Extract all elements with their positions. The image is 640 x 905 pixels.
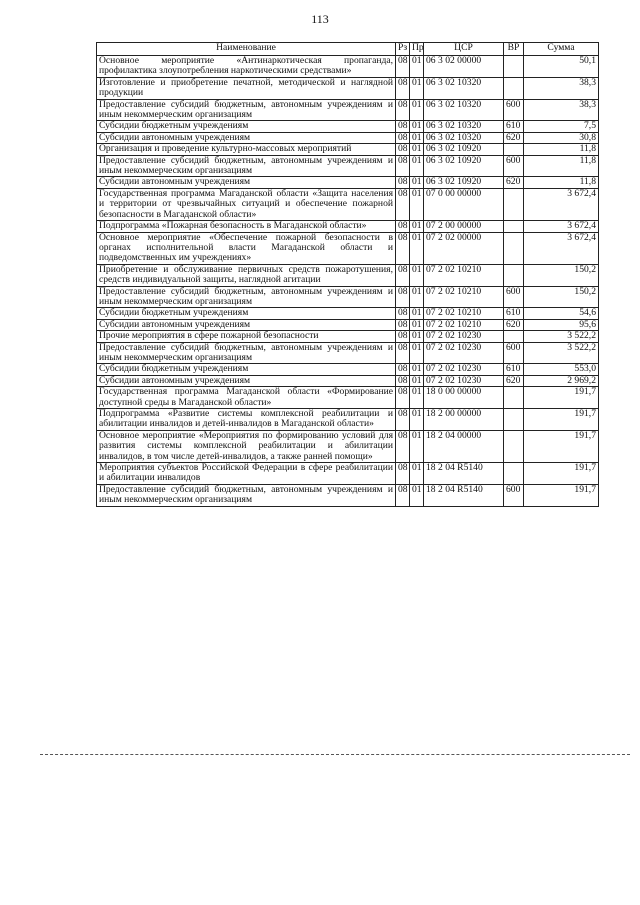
cell-rz: 08 xyxy=(396,463,410,485)
cell-vr xyxy=(504,430,524,462)
cell-vr xyxy=(504,188,524,220)
cell-name: Субсидии автономным учреждениям xyxy=(97,177,396,188)
cell-sum: 11,8 xyxy=(524,177,599,188)
cell-rz: 08 xyxy=(396,121,410,132)
table-row xyxy=(97,188,599,220)
header-csr: ЦСР xyxy=(424,43,504,56)
cell-csr: 06 3 02 10320 xyxy=(424,77,504,99)
cell-sum: 38,3 xyxy=(524,77,599,99)
table-row xyxy=(97,430,599,462)
cell-csr: 06 3 02 10320 xyxy=(424,99,504,121)
cell-sum: 11,8 xyxy=(524,155,599,177)
cell-sum: 191,7 xyxy=(524,387,599,409)
cell-pr: 01 xyxy=(410,188,424,220)
table-row xyxy=(97,308,599,319)
cell-name: Подпрограмма «Пожарная безопасность в Магаданской области» xyxy=(97,221,396,232)
table-row xyxy=(97,264,599,286)
cell-name: Предоставление субсидий бюджетным, автономным учреждениям и иным некоммерческим организациям xyxy=(97,484,396,506)
cell-csr: 18 2 00 00000 xyxy=(424,409,504,431)
cell-sum: 11,8 xyxy=(524,144,599,155)
cell-rz: 08 xyxy=(396,342,410,364)
cell-rz: 08 xyxy=(396,188,410,220)
cell-rz: 08 xyxy=(396,232,410,264)
cell-sum: 3 522,2 xyxy=(524,342,599,364)
cell-sum: 3 672,4 xyxy=(524,221,599,232)
cell-rz: 08 xyxy=(396,221,410,232)
cell-sum: 553,0 xyxy=(524,364,599,375)
cell-rz: 08 xyxy=(396,319,410,330)
cell-csr: 07 2 02 10230 xyxy=(424,375,504,386)
cell-sum: 191,7 xyxy=(524,463,599,485)
cell-name: Субсидии бюджетным учреждениям xyxy=(97,364,396,375)
cell-rz: 08 xyxy=(396,144,410,155)
cell-csr: 07 2 02 10210 xyxy=(424,264,504,286)
cell-csr: 07 2 02 10230 xyxy=(424,364,504,375)
cell-pr: 01 xyxy=(410,221,424,232)
cell-vr xyxy=(504,409,524,431)
cell-csr: 18 2 04 R5140 xyxy=(424,463,504,485)
table-row xyxy=(97,364,599,375)
cell-name: Предоставление субсидий бюджетным, автономным учреждениям и иным некоммерческим организациям xyxy=(97,99,396,121)
cell-name: Предоставление субсидий бюджетным, автономным учреждениям и иным некоммерческим организациям xyxy=(97,342,396,364)
cell-pr: 01 xyxy=(410,264,424,286)
cell-pr: 01 xyxy=(410,121,424,132)
cell-sum: 191,7 xyxy=(524,430,599,462)
table-row xyxy=(97,409,599,431)
cell-vr: 610 xyxy=(504,308,524,319)
cell-vr: 610 xyxy=(504,121,524,132)
cell-name: Мероприятия субъектов Российской Федерации в сфере реабилитации и абилитации инвалидов xyxy=(97,463,396,485)
table-row xyxy=(97,56,599,78)
cell-pr: 01 xyxy=(410,430,424,462)
cell-vr: 620 xyxy=(504,375,524,386)
cell-rz: 08 xyxy=(396,331,410,342)
cell-pr: 01 xyxy=(410,56,424,78)
cell-sum: 191,7 xyxy=(524,409,599,431)
cell-name: Субсидии автономным учреждениям xyxy=(97,132,396,143)
cell-sum: 50,1 xyxy=(524,56,599,78)
table-row xyxy=(97,463,599,485)
cell-csr: 18 0 00 00000 xyxy=(424,387,504,409)
cell-sum: 191,7 xyxy=(524,484,599,506)
cell-pr: 01 xyxy=(410,409,424,431)
cell-pr: 01 xyxy=(410,463,424,485)
cell-name: Изготовление и приобретение печатной, методической и наглядной продукции xyxy=(97,77,396,99)
table-row xyxy=(97,132,599,143)
cell-pr: 01 xyxy=(410,132,424,143)
cell-csr: 06 3 02 10320 xyxy=(424,121,504,132)
cell-pr: 01 xyxy=(410,331,424,342)
cell-vr: 600 xyxy=(504,99,524,121)
cell-csr: 07 2 02 10210 xyxy=(424,286,504,308)
cell-csr: 06 3 02 10920 xyxy=(424,155,504,177)
cell-name: Субсидии бюджетным учреждениям xyxy=(97,308,396,319)
cell-pr: 01 xyxy=(410,484,424,506)
cell-csr: 07 2 00 00000 xyxy=(424,221,504,232)
header-name: Наименование xyxy=(97,43,396,56)
cell-name: Приобретение и обслуживание первичных средств пожаротушения, средств индивидуальной защиты, наглядной агитации xyxy=(97,264,396,286)
table-row xyxy=(97,387,599,409)
cell-name: Основное мероприятие «Мероприятия по формированию условий для развития системы комплексной реабилитации и абилитации инвалидов, в том числе детей-инвалидов, а также ранней помощи» xyxy=(97,430,396,462)
budget-table xyxy=(96,42,599,507)
cell-sum: 150,2 xyxy=(524,264,599,286)
cell-rz: 08 xyxy=(396,375,410,386)
cell-csr: 18 2 04 R5140 xyxy=(424,484,504,506)
table-row xyxy=(97,99,599,121)
table-row xyxy=(97,121,599,132)
cell-pr: 01 xyxy=(410,308,424,319)
cell-sum: 2 969,2 xyxy=(524,375,599,386)
cell-vr xyxy=(504,221,524,232)
cell-sum: 7,5 xyxy=(524,121,599,132)
cell-csr: 07 2 02 10230 xyxy=(424,331,504,342)
cell-rz: 08 xyxy=(396,77,410,99)
cell-rz: 08 xyxy=(396,286,410,308)
cell-rz: 08 xyxy=(396,409,410,431)
cell-sum: 38,3 xyxy=(524,99,599,121)
cell-vr xyxy=(504,77,524,99)
footer-divider xyxy=(40,754,630,755)
cell-pr: 01 xyxy=(410,375,424,386)
cell-vr: 600 xyxy=(504,155,524,177)
cell-pr: 01 xyxy=(410,177,424,188)
cell-vr xyxy=(504,387,524,409)
table-row xyxy=(97,144,599,155)
table-row xyxy=(97,177,599,188)
cell-pr: 01 xyxy=(410,387,424,409)
cell-vr: 610 xyxy=(504,364,524,375)
table-row xyxy=(97,221,599,232)
cell-pr: 01 xyxy=(410,364,424,375)
cell-vr xyxy=(504,463,524,485)
header-pr: Пр xyxy=(410,43,424,56)
cell-csr: 07 2 02 10210 xyxy=(424,319,504,330)
cell-csr: 06 3 02 00000 xyxy=(424,56,504,78)
cell-vr: 600 xyxy=(504,484,524,506)
table-row xyxy=(97,232,599,264)
cell-csr: 18 2 04 00000 xyxy=(424,430,504,462)
cell-sum: 3 522,2 xyxy=(524,331,599,342)
cell-name: Предоставление субсидий бюджетным, автономным учреждениям и иным некоммерческим организациям xyxy=(97,155,396,177)
cell-csr: 06 3 02 10320 xyxy=(424,132,504,143)
table-row xyxy=(97,77,599,99)
cell-vr: 620 xyxy=(504,177,524,188)
cell-name: Основное мероприятие «Антинаркотическая пропаганда, профилактика злоупотребления наркотическими средствами» xyxy=(97,56,396,78)
cell-pr: 01 xyxy=(410,99,424,121)
cell-vr xyxy=(504,56,524,78)
cell-name: Субсидии автономным учреждениям xyxy=(97,375,396,386)
cell-pr: 01 xyxy=(410,342,424,364)
table-row xyxy=(97,484,599,506)
cell-vr: 620 xyxy=(504,319,524,330)
cell-csr: 06 3 02 10920 xyxy=(424,144,504,155)
cell-sum: 54,6 xyxy=(524,308,599,319)
header-rz: Рз xyxy=(396,43,410,56)
cell-pr: 01 xyxy=(410,286,424,308)
cell-csr: 06 3 02 10920 xyxy=(424,177,504,188)
cell-vr xyxy=(504,144,524,155)
table-header-row xyxy=(97,43,599,56)
table-row xyxy=(97,375,599,386)
cell-rz: 08 xyxy=(396,484,410,506)
cell-csr: 07 2 02 00000 xyxy=(424,232,504,264)
cell-rz: 08 xyxy=(396,177,410,188)
cell-sum: 3 672,4 xyxy=(524,232,599,264)
cell-sum: 30,8 xyxy=(524,132,599,143)
cell-csr: 07 2 02 10230 xyxy=(424,342,504,364)
cell-pr: 01 xyxy=(410,77,424,99)
header-sum: Сумма xyxy=(524,43,599,56)
cell-pr: 01 xyxy=(410,232,424,264)
cell-rz: 08 xyxy=(396,308,410,319)
cell-rz: 08 xyxy=(396,155,410,177)
cell-rz: 08 xyxy=(396,132,410,143)
cell-csr: 07 2 02 10210 xyxy=(424,308,504,319)
cell-pr: 01 xyxy=(410,144,424,155)
cell-name: Прочие мероприятия в сфере пожарной безопасности xyxy=(97,331,396,342)
cell-sum: 95,6 xyxy=(524,319,599,330)
cell-pr: 01 xyxy=(410,319,424,330)
cell-vr xyxy=(504,331,524,342)
cell-csr: 07 0 00 00000 xyxy=(424,188,504,220)
cell-name: Государственная программа Магаданской области «Защита населения и территории от чрезвычайных ситуаций и обеспечение пожарной безопасности в Магаданской области» xyxy=(97,188,396,220)
cell-rz: 08 xyxy=(396,99,410,121)
cell-pr: 01 xyxy=(410,155,424,177)
table-row xyxy=(97,286,599,308)
cell-vr: 620 xyxy=(504,132,524,143)
cell-name: Субсидии бюджетным учреждениям xyxy=(97,121,396,132)
cell-vr xyxy=(504,232,524,264)
cell-vr: 600 xyxy=(504,286,524,308)
cell-rz: 08 xyxy=(396,56,410,78)
cell-name: Основное мероприятие «Обеспечение пожарной безопасности в органах исполнительной власти Магаданской области и подведомственных им учреждениях» xyxy=(97,232,396,264)
cell-rz: 08 xyxy=(396,264,410,286)
cell-sum: 3 672,4 xyxy=(524,188,599,220)
cell-rz: 08 xyxy=(396,364,410,375)
cell-name: Подпрограмма «Развитие системы комплексной реабилитации и абилитации инвалидов и детей-инвалидов в Магаданской области» xyxy=(97,409,396,431)
cell-sum: 150,2 xyxy=(524,286,599,308)
table-row xyxy=(97,319,599,330)
cell-name: Предоставление субсидий бюджетным, автономным учреждениям и иным некоммерческим организациям xyxy=(97,286,396,308)
cell-rz: 08 xyxy=(396,387,410,409)
cell-name: Субсидии автономным учреждениям xyxy=(97,319,396,330)
cell-vr: 600 xyxy=(504,342,524,364)
table-row xyxy=(97,331,599,342)
table-row xyxy=(97,342,599,364)
cell-name: Организация и проведение культурно-массовых мероприятий xyxy=(97,144,396,155)
cell-rz: 08 xyxy=(396,430,410,462)
cell-name: Государственная программа Магаданской области «Формирование доступной среды в Магаданской области» xyxy=(97,387,396,409)
page-number: 113 xyxy=(311,12,329,26)
header-vr: ВР xyxy=(504,43,524,56)
table-row xyxy=(97,155,599,177)
cell-vr xyxy=(504,264,524,286)
